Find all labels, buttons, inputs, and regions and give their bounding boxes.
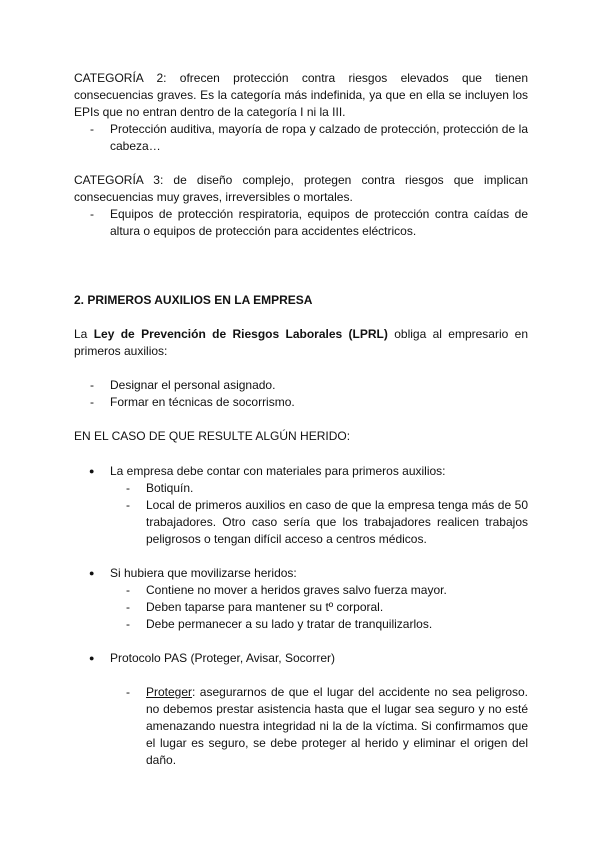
lprl-law-name: Ley de Prevención de Riesgos Laborales (LPRL): [93, 327, 388, 341]
injured-bullet-list: [74, 565, 528, 582]
category-3-list: [74, 206, 528, 240]
lprl-intro-paragraph: [74, 326, 528, 360]
section-heading: 2. PRIMEROS AUXILIOS EN LA EMPRESA: [74, 293, 313, 307]
obligations-list: [74, 377, 528, 411]
bullet-item-pas: [74, 650, 528, 667]
injured-bullet-list: [74, 463, 528, 480]
list-item: - Debe permanecer a su lado y tratar de tranquilizarlos.: [74, 616, 528, 633]
spacer: [74, 445, 528, 463]
list-item: - Designar el personal asignado.: [74, 377, 528, 394]
materials-sublist: [74, 480, 528, 548]
document-page: [74, 70, 528, 769]
list-item: - Protección auditiva, mayoría de ropa y calzado de protección, protección de la cabeza…: [74, 121, 528, 155]
bullet-item-movilizar: [74, 565, 528, 582]
intro-suffix: obliga al empresario en primeros auxilios:: [74, 327, 529, 358]
pas-description: : asegurarnos de que el lugar del accidente no sea peligroso. no debemos prestar asistencia hasta que el lugar sea seguro y no esté amenazando nuestra integridad ni la de la víctima. Si confirmamos que el lugar es seguro, se debe proteger al herido y eliminar el origen del daño.: [146, 685, 528, 767]
spacer: [74, 548, 528, 565]
category-2-list: [74, 121, 528, 155]
bullet-text: Si hubiera que movilizarse heridos:: [110, 566, 297, 580]
category-2-paragraph: CATEGORÍA 2: ofrecen protección contra riesgos elevados que tienen consecuencias graves. Es la categoría más indefinida, ya que en ella se incluyen los EPIs que no entran dentro de la categoría I ni la III.: [74, 71, 528, 119]
list-item: - Contiene no mover a heridos graves salvo fuerza mayor.: [74, 582, 528, 599]
spacer: [74, 633, 528, 650]
list-item: - Equipos de protección respiratoria, equipos de protección contra caídas de altura o equipos de protección para accidentes eléctricos.: [74, 206, 528, 240]
injured-bullet-list: [74, 650, 528, 667]
pas-term: Proteger: [146, 685, 193, 699]
spacer: [74, 360, 528, 377]
injured-heading: EN EL CASO DE QUE RESULTE ALGÚN HERIDO:: [74, 429, 351, 443]
spacer: [74, 411, 528, 428]
spacer: [74, 309, 528, 326]
list-item: [74, 684, 528, 769]
spacer: [74, 155, 528, 172]
bullet-text: La empresa debe contar con materiales para primeros auxilios:: [110, 464, 446, 478]
spacer: [74, 667, 528, 684]
list-item: - Deben taparse para mantener su tº corporal.: [74, 599, 528, 616]
category-3-paragraph: CATEGORÍA 3: de diseño complejo, protegen contra riesgos que implican consecuencias muy graves, irreversibles o mortales.: [74, 173, 528, 204]
list-item: - Formar en técnicas de socorrismo.: [74, 394, 528, 411]
bullet-item-materials: [74, 463, 528, 480]
bullet-text: Protocolo PAS (Proteger, Avisar, Socorrer): [110, 651, 335, 665]
list-item: - Botiquín.: [74, 480, 528, 497]
spacer: [74, 240, 528, 292]
intro-prefix: La: [74, 327, 94, 341]
movilizar-sublist: [74, 582, 528, 633]
list-item: - Local de primeros auxilios en caso de que la empresa tenga más de 50 trabajadores. Otro caso sería que los trabajadores realicen trabajos peligrosos o tengan difícil acceso a centros médicos.: [74, 497, 528, 548]
pas-sublist: [74, 684, 528, 769]
